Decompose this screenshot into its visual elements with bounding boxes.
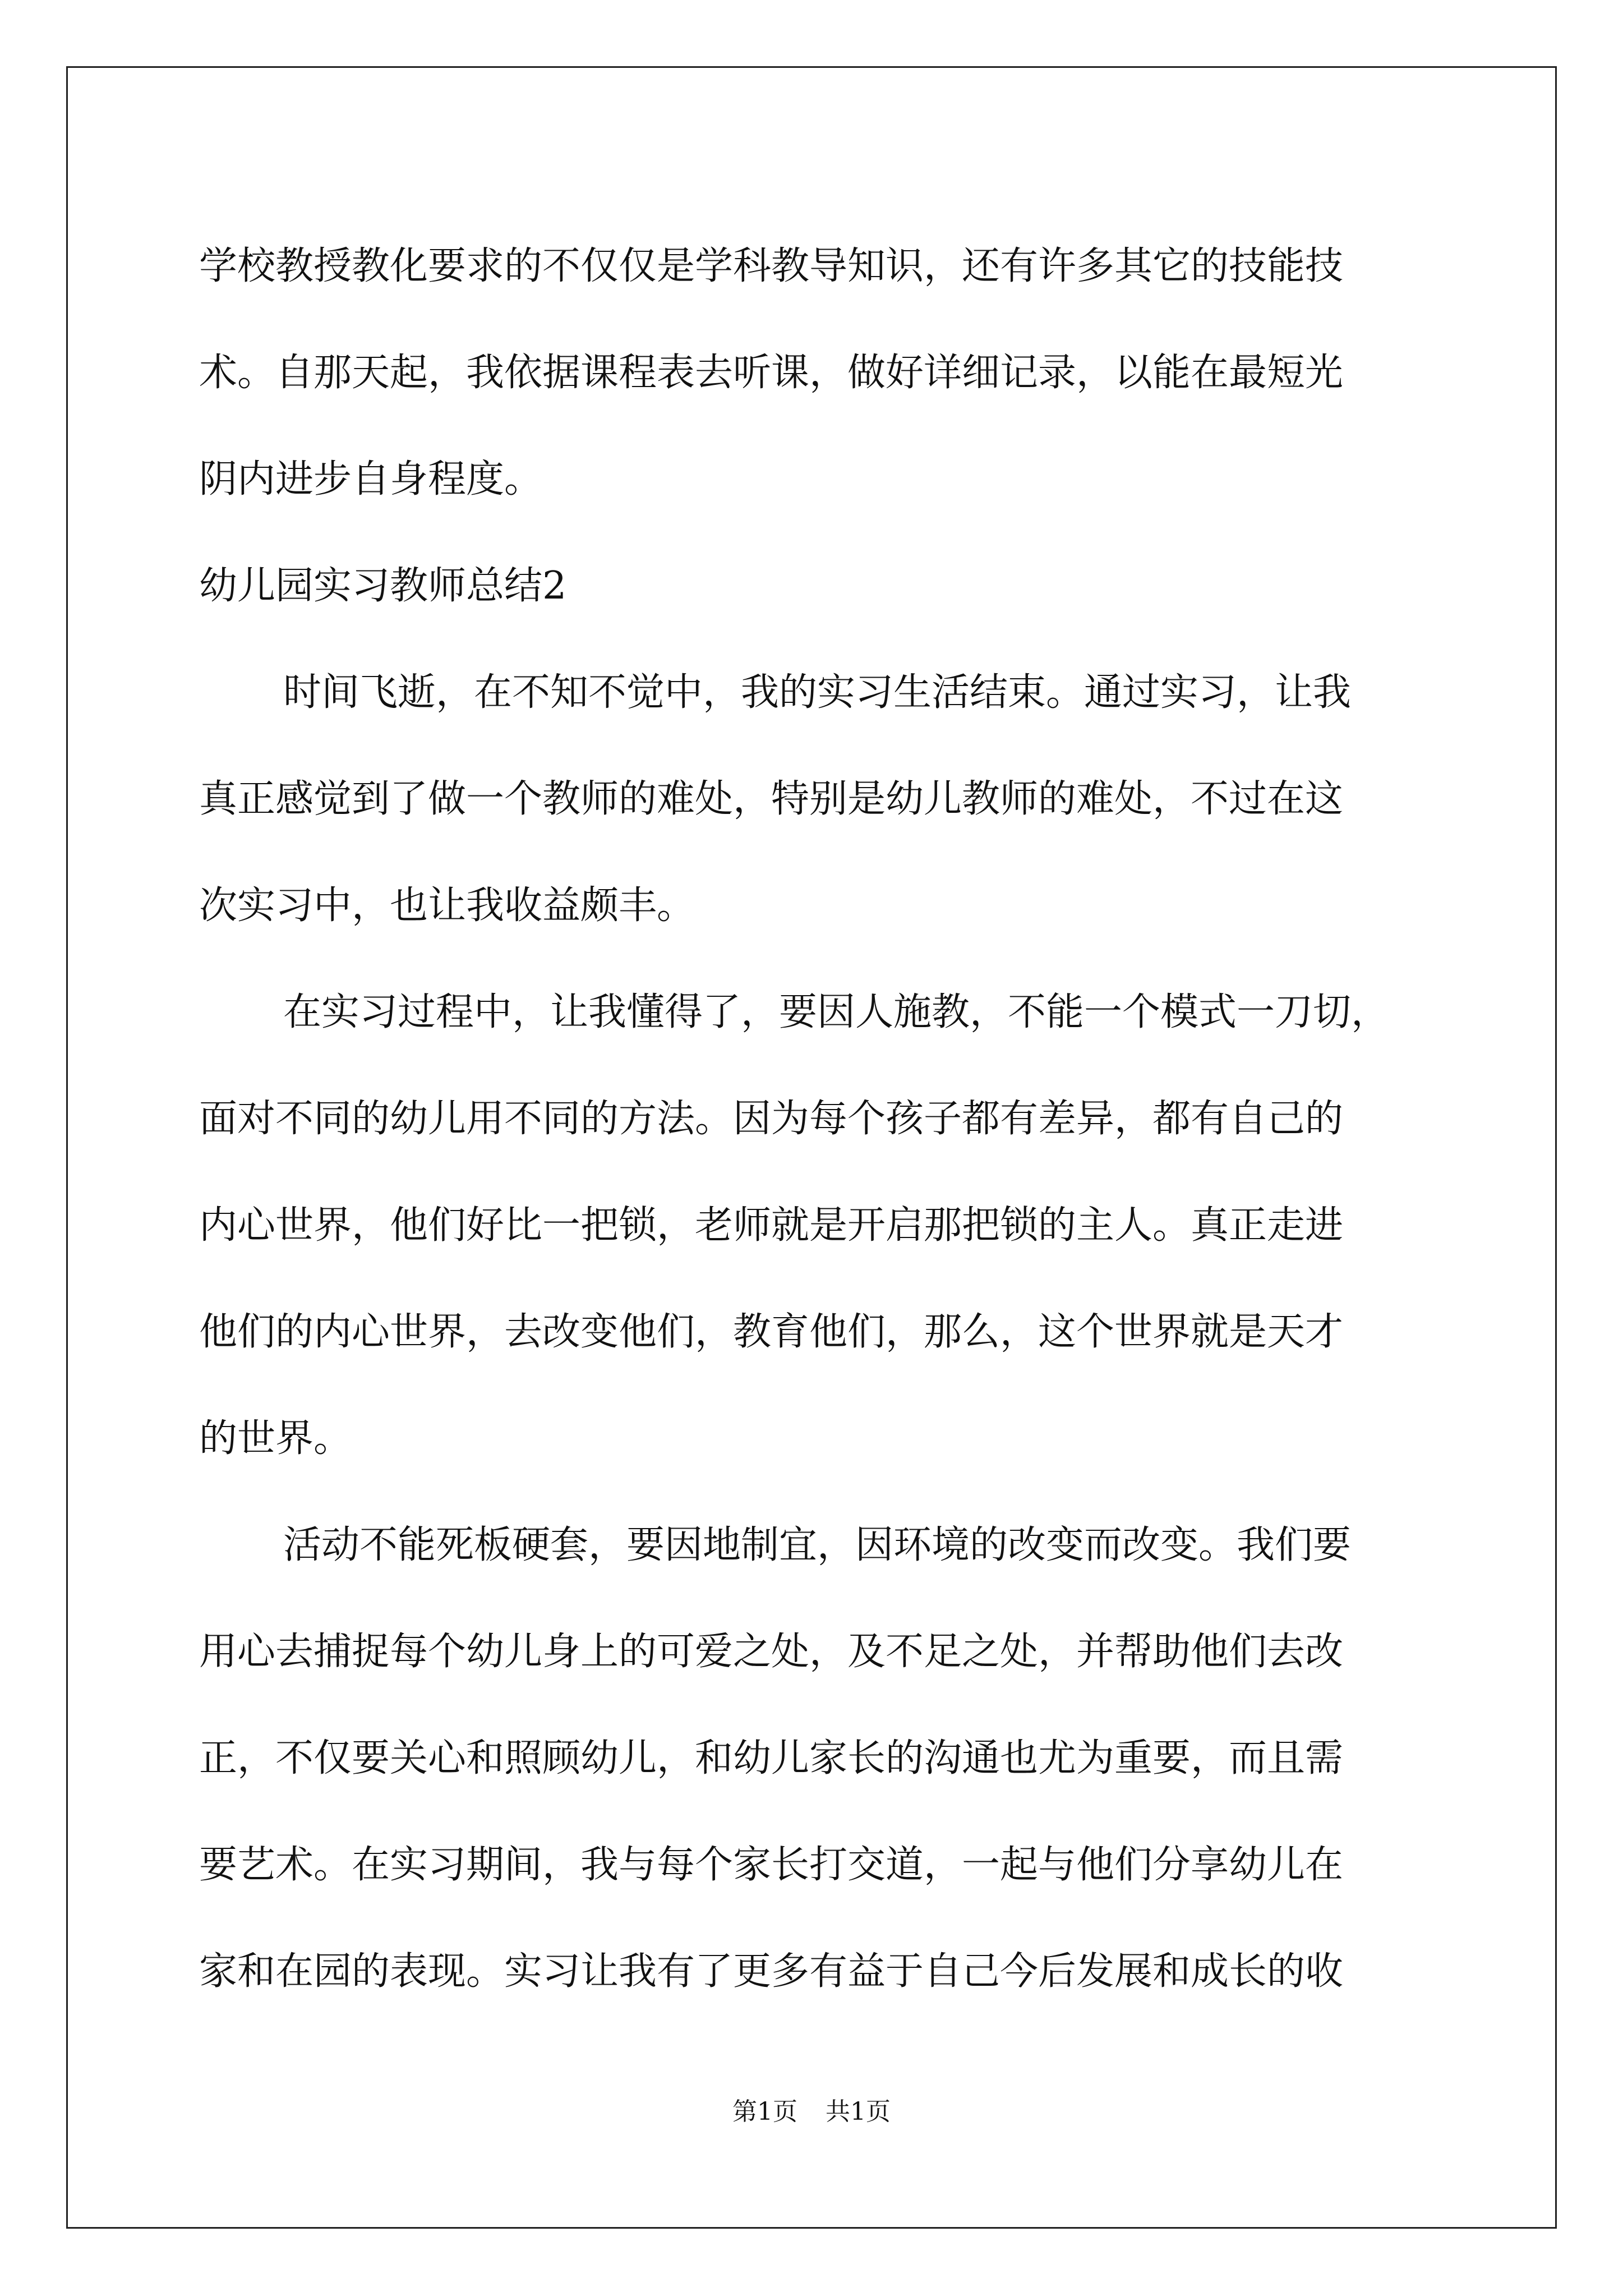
page-number: 第1页 (732, 2097, 797, 2126)
text-line: 学校教授教化要求的不仅仅是学科教导知识，还有许多其它的技能技 (199, 244, 1344, 288)
text-line: 面对不同的幼儿用不同的方法。因为每个孩子都有差异，都有自己的 (199, 1097, 1344, 1141)
text-line: 术。自那天起，我依据课程表去听课，做好详细记录，以能在最短光 (199, 351, 1344, 395)
text-line: 时间飞逝，在不知不觉中，我的实习生活结束。通过实习，让我 (283, 670, 1352, 715)
text-line: 要艺术。在实习期间，我与每个家长打交道，一起与他们分享幼儿在 (199, 1843, 1344, 1887)
text-line: 活动不能死板硬套，要因地制宜，因环境的改变而改变。我们要 (283, 1523, 1352, 1567)
text-line: 用心去捕捉每个幼儿身上的可爱之处，及不足之处，并帮助他们去改 (199, 1630, 1344, 1674)
text-line: 在实习过程中，让我懂得了，要因人施教，不能一个模式一刀切， (283, 990, 1390, 1034)
section-heading: 幼儿园实习教师总结2 (199, 564, 567, 608)
page-total: 共1页 (826, 2097, 891, 2126)
page-footer (0, 2095, 1623, 2129)
text-line: 阴内进步自身程度。 (199, 457, 543, 501)
text-line: 正，不仅要关心和照顾幼儿，和幼儿家长的沟通也尤为重要，而且需 (199, 1736, 1344, 1780)
text-line: 的世界。 (199, 1416, 352, 1461)
text-line: 真正感觉到了做一个教师的难处，特别是幼儿教师的难处，不过在这 (199, 777, 1344, 821)
text-line: 家和在园的表现。实习让我有了更多有益于自己今后发展和成长的收 (199, 1949, 1344, 1994)
text-line: 内心世界，他们好比一把锁，老师就是开启那把锁的主人。真正走进 (199, 1203, 1344, 1248)
text-line: 他们的内心世界，去改变他们，教育他们，那么，这个世界就是天才 (199, 1310, 1344, 1354)
document-body (199, 213, 1433, 2025)
text-line: 次实习中，也让我收益颇丰。 (199, 884, 695, 928)
